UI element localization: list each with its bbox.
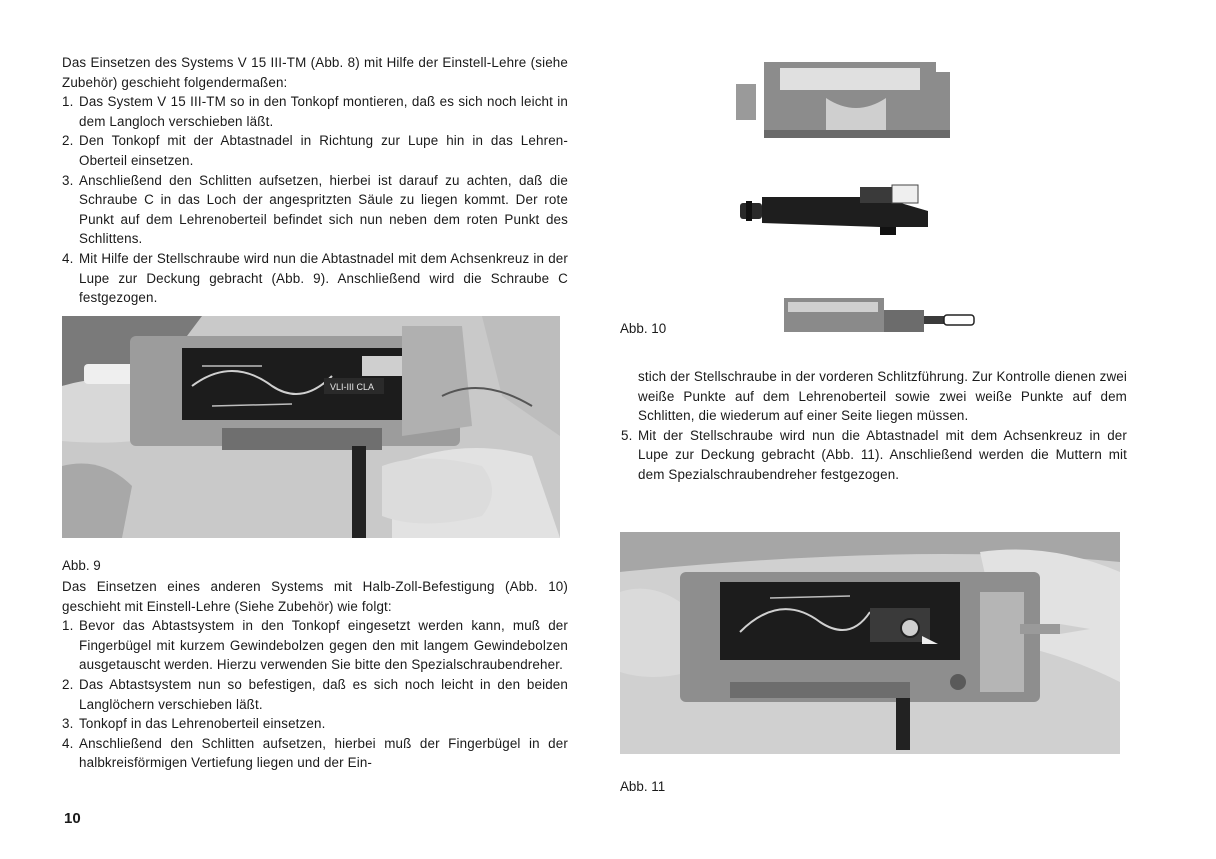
list-item: 3. Anschließend den Schlitten aufsetzen, hierbei ist darauf zu achten, daß die Schraube C in das Loch der angespritzten Säule zu liegen kommt. Der rote Punkt auf dem Lehrenoberteil befindet sich nun neben dem roten Punkt des Schlittens.: [62, 172, 568, 247]
figure-10-cartridge-side-view: [740, 183, 930, 235]
intro-paragraph: Das Einsetzen des Systems V 15 III-TM (Abb. 8) mit Hilfe der Einstell-Lehre (siehe Zubehör) geschieht folgendermaßen:: [62, 55, 568, 90]
fig9-cartridge-label: VLI-III CLA: [330, 382, 375, 392]
list-item: 2. Das Abtastsystem nun so befestigen, daß es sich noch leicht in den beiden Langlöchern verschieben läßt.: [62, 676, 568, 712]
figure-9-photo: [62, 316, 560, 538]
figure-10-caption: Abb. 10: [620, 321, 667, 336]
list-item: 4. Mit Hilfe der Stellschraube wird nun die Abtastnadel mit dem Achsenkreuz in der Lupe zur Deckung gebracht (Abb. 9). Anschließend wird die Schraube C festgezogen.: [62, 250, 568, 306]
steps-list-half-inch: [62, 616, 568, 773]
list-item: 5. Mit der Stellschraube wird nun die Abtastnadel mit dem Achsenkreuz in der Lupe zur Deckung gebracht (Abb. 11). Anschließend werden die Muttern mit dem Spezialschraubendreher festgezogen.: [621, 427, 1127, 482]
steps-list-continued: [621, 426, 1127, 485]
left-intro-block: [62, 53, 568, 308]
figure-11-photo: [620, 532, 1120, 754]
list-item: 1. Bevor das Abtastsystem in den Tonkopf eingesetzt werden kann, muß der Fingerbügel mit kurzem Gewindebolzen gegen den mit langem Gewindebolzen ausgetauscht werden. Hierzu verwenden Sie bitte den Spezialschraubendreher.: [62, 618, 568, 673]
list-item: 1. Das System V 15 III-TM so in den Tonkopf montieren, daß es sich noch leicht in dem Langloch verschieben läßt.: [62, 94, 568, 129]
figure-10-headshell-side-view: [784, 296, 976, 334]
figure-9-caption: Abb. 9: [62, 558, 101, 573]
list-item: 3. Tonkopf in das Lehrenoberteil einsetzen.: [62, 716, 326, 732]
intro2-paragraph: Das Einsetzen eines anderen Systems mit Halb-Zoll-Befestigung (Abb. 10) geschieht mit Einstell-Lehre (Siehe Zubehör) wie folgt:: [62, 579, 568, 614]
left-second-block: [62, 577, 568, 773]
list-item: 2. Den Tonkopf mit der Abtastnadel in Richtung zur Lupe hin in das Lehren-Oberteil einsetzen.: [62, 133, 568, 168]
list-item: 4. Anschließend den Schlitten aufsetzen, hierbei muß der Fingerbügel in der halbkreisförmigen Vertiefung liegen und der Ein-: [62, 735, 568, 771]
figure-11-caption: Abb. 11: [620, 779, 666, 794]
page-number: 10: [64, 810, 81, 827]
right-text-block: [621, 367, 1127, 485]
steps-list-system-v15: [62, 92, 568, 308]
continuation-paragraph: stich der Stellschraube in der vorderen Schlitzführung. Zur Kontrolle dienen zwei weiße Punkte auf dem Lehrenoberteil sowie zwei weiße Punkte auf dem Schlitten, die wiederum auf einer Seite liegen müssen.: [638, 369, 1127, 424]
figure-10-headshell-top-view: [736, 58, 954, 142]
